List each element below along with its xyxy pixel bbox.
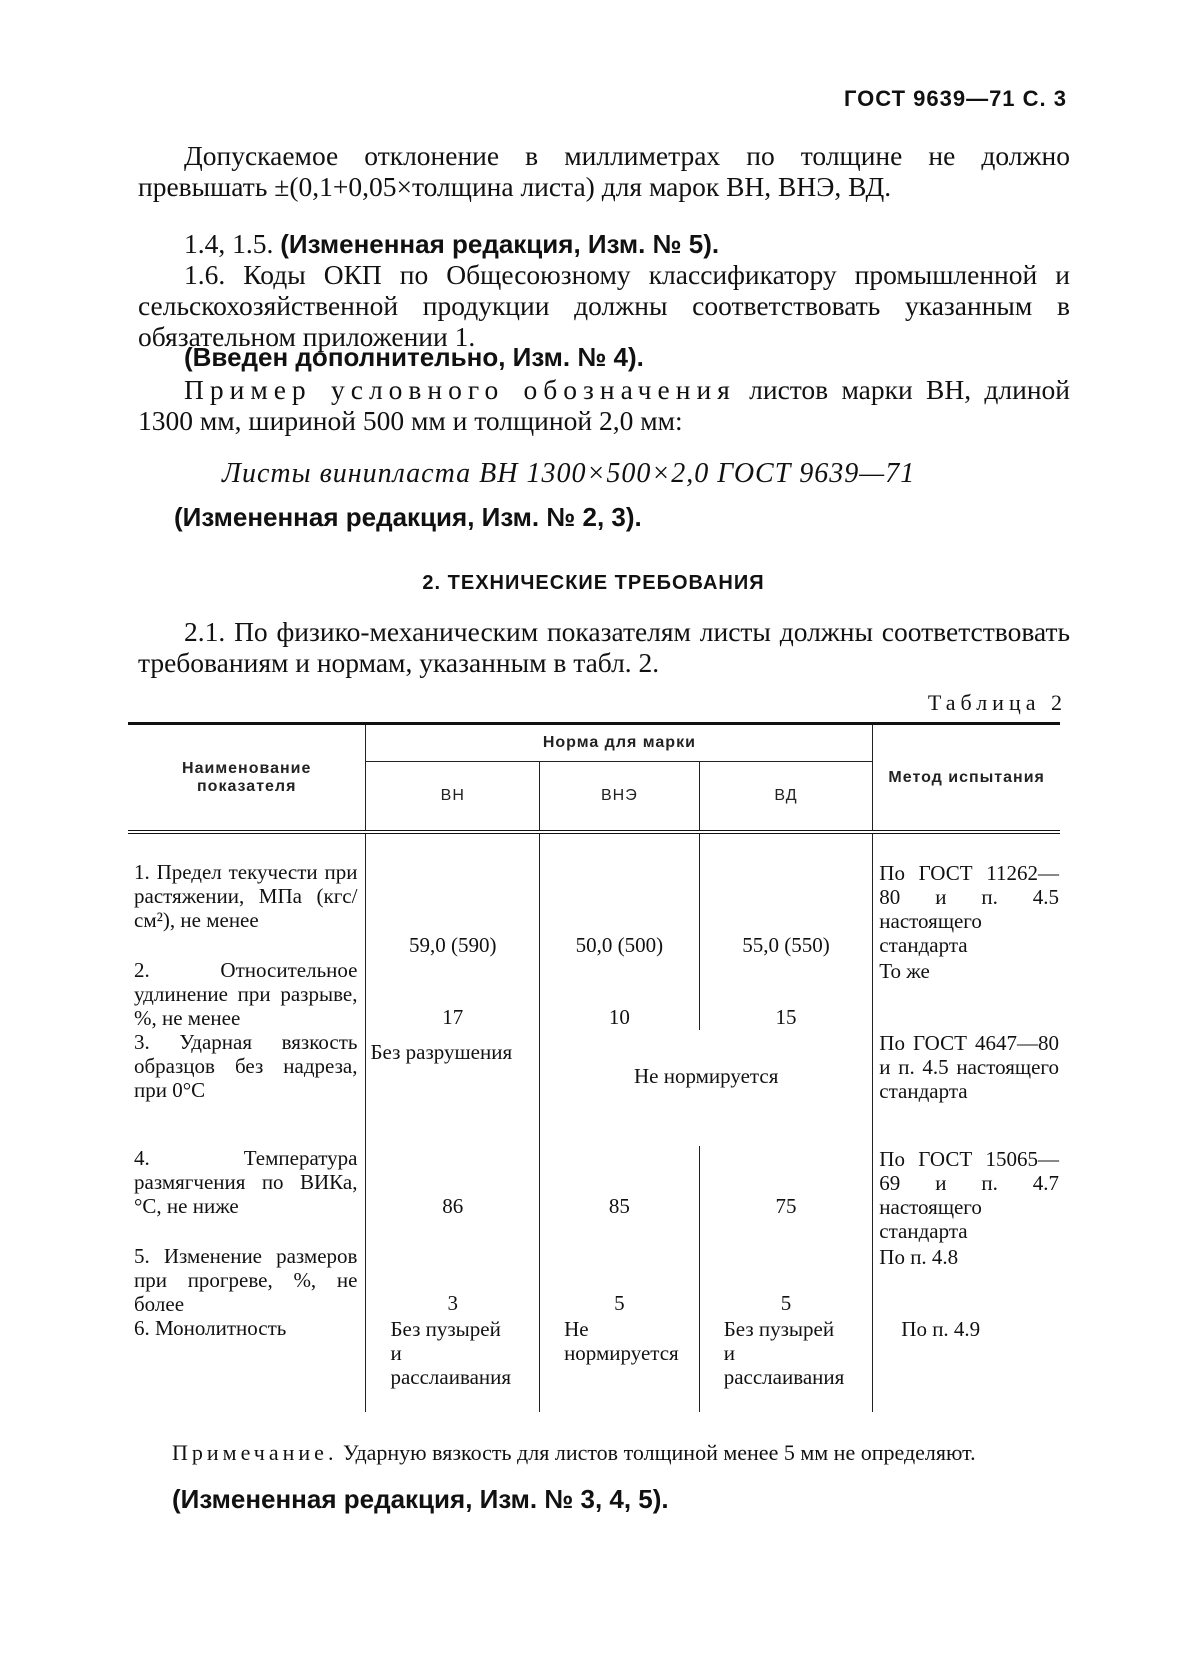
value-vn: 86 [366,1146,540,1244]
value-vd: 15 [699,958,873,1030]
example-description: листов марки ВН, длиной 1300 мм, шириной 500 мм и толщиной 2,0 мм: [138,374,1070,436]
value-vd: 75 [699,1146,873,1244]
value-vn: Без пузырей и расслаивания [366,1316,540,1412]
test-method: По ГОСТ 4647—80 и п. 4.5 настоящего стандарта [873,1030,1060,1146]
example-designation: Листы винипласта ВН 1300×500×2,0 ГОСТ 9639—71 [222,458,916,489]
value-vne: 10 [540,958,700,1030]
final-amendment-note: (Измененная редакция, Изм. № 3, 4, 5). [172,1484,669,1514]
test-method: По п. 4.8 [873,1244,1060,1316]
paragraph-1-4-1-5 [138,228,1070,260]
row-name: 5. Изменение размеров при прогреве, %, не более [134,1244,358,1316]
introduced-note: (Введен дополнительно, Изм. № 4). [184,342,644,372]
value-vn: 17 [366,958,540,1030]
header-norm: Норма для марки [366,724,873,762]
value-vne-vd: Не нормируется [540,1030,873,1146]
row-name: 1. Предел текучести при растяжении, МПа (кгс/см²), не менее [134,860,358,932]
value-vne: 5 [540,1244,700,1316]
table-row [128,1146,1060,1244]
note-label: Примечание. [172,1440,338,1465]
row-name: 2. Относительное удлинение при разрыве, %, не менее [134,958,358,1030]
header-grade-vn: ВН [366,762,540,833]
note-text: Ударную вязкость для листов толщиной менее 5 мм не определяют. [342,1440,976,1465]
value-vn: 59,0 (590) [366,860,540,958]
value-vd: 5 [699,1244,873,1316]
value-vne: 85 [540,1146,700,1244]
header-indicator-name: Наименование показателя [182,759,312,795]
test-method: По п. 4.9 [873,1316,1060,1412]
value-vne: 50,0 (500) [540,860,700,958]
header-test-method: Метод испытания [873,724,1060,833]
row-name: 3. Ударная вязкость образцов без надреза, при 0°С [134,1030,358,1102]
table-caption: Таблица 2 [927,690,1067,715]
value-vd: Без пузырей и расслаивания [699,1316,873,1412]
page-header: ГОСТ 9639—71 С. 3 [843,86,1067,111]
table-row [128,958,1060,1030]
paragraph-example [138,374,1070,436]
section-title: 2. ТЕХНИЧЕСКИЕ ТРЕБОВАНИЯ [422,572,765,594]
test-method: По ГОСТ 11262—80 и п. 4.5 настоящего стандарта [873,860,1060,958]
paragraph-2-1: 2.1. По физико-механическим показателям листы должны соответствовать требованиям и нормам, указанным в табл. 2. [138,616,1070,678]
value-vn: 3 [366,1244,540,1316]
example-label: Пример условного обозначения [184,374,736,405]
test-method: По ГОСТ 15065—69 и п. 4.7 настоящего стандарта [873,1146,1060,1244]
amendment-note: (Измененная редакция, Изм. № 5). [280,229,720,259]
table-row [128,1316,1060,1412]
table-row [128,1030,1060,1146]
test-method: То же [873,958,1060,1030]
example-amendment-note: (Измененная редакция, Изм. № 2, 3). [174,502,642,532]
paragraph-1-6: 1.6. Коды ОКП по Общесоюзному классификатору промышленной и сельскохозяйственной продукции должны соответствовать указанным в обязательном приложении 1. [138,259,1070,352]
table-row [128,860,1060,958]
header-grade-vd: ВД [699,762,873,833]
requirements-table [128,722,1060,1412]
table-row [128,1244,1060,1316]
value-vd: 55,0 (550) [699,860,873,958]
header-grade-vne: ВНЭ [540,762,700,833]
row-name: 6. Монолитность [134,1316,287,1340]
row-name: 4. Температура размягчения по ВИКа, °С, не ниже [134,1146,358,1218]
table-note [172,1440,1062,1466]
paragraph-tolerance: Допускаемое отклонение в миллиметрах по толщине не должно превышать ±(0,1+0,05×толщина листа) для марок ВН, ВНЭ, ВД. [138,140,1070,202]
value-vn: Без разрушения [366,1030,540,1146]
value-vne: Не нормируется [540,1316,700,1412]
clause-number: 1.4, 1.5. [184,228,274,259]
